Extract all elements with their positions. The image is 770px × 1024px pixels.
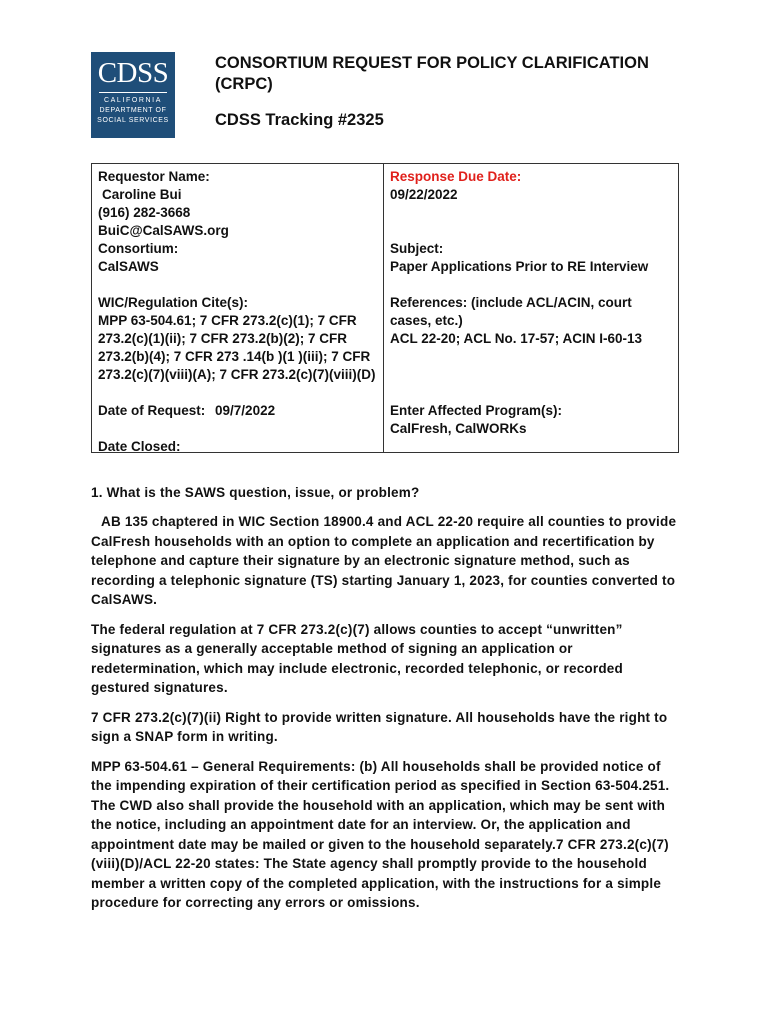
tracking-number: CDSS Tracking #2325 — [215, 111, 384, 129]
response-due-date: 09/22/2022 — [390, 187, 458, 202]
logo-line2: DEPARTMENT OF — [99, 107, 167, 114]
date-of-request — [98, 402, 275, 420]
date-request-label: Date of Request: — [98, 403, 206, 418]
requestor-label: Requestor Name: — [98, 169, 210, 184]
subject-label: Subject: — [390, 241, 444, 256]
requestor-name: Caroline Bui — [102, 187, 182, 202]
saws-question-heading: 1. What is the SAWS question, issue, or problem? — [91, 485, 420, 500]
question-body — [91, 512, 683, 913]
date-request-value: 09/7/2022 — [215, 403, 276, 418]
logo-line3: SOCIAL SERVICES — [97, 117, 169, 124]
request-info-table — [91, 163, 679, 453]
subject-block — [390, 240, 648, 276]
paragraph-3: 7 CFR 273.2(c)(7)(ii) Right to provide written signature. All households have the right to sign a SNAP form in writing. — [91, 709, 668, 744]
document-title: CONSORTIUM REQUEST FOR POLICY CLARIFICATION (CRPC) — [215, 54, 649, 93]
requestor-phone: (916) 282-3668 — [98, 205, 191, 220]
logo-acronym: CDSS — [97, 57, 169, 89]
paragraph-2: The federal regulation at 7 CFR 273.2(c)(7) allows counties to accept “unwritten” signatures as a generally acceptable method of signing an application or redetermination, which may include electronic, recorded telephonic, or recorded gestured signatures. — [91, 621, 623, 695]
left-column — [98, 168, 378, 454]
programs-block — [390, 402, 562, 438]
programs-label: Enter Affected Program(s): — [390, 403, 563, 418]
cite-block — [98, 294, 378, 384]
references-label: References: (include ACL/ACIN, court cases, etc.) — [390, 295, 632, 328]
column-divider — [383, 164, 384, 452]
right-column — [390, 168, 672, 436]
logo-divider — [99, 92, 167, 93]
date-closed-label: Date Closed: — [98, 439, 181, 454]
logo-line1: CALIFORNIA — [103, 97, 162, 104]
references-block — [390, 294, 672, 348]
consortium-value: CalSAWS — [98, 259, 159, 274]
paragraph-4: MPP 63-504.61 – General Requirements: (b) All households shall be provided notice of the impending expiration of their certification period as specified in Section 63-504.251. The CWD also shall provide the household with an application, which may be sent with the notice, including an appointment date for an interview. Or, the application and appointment date may be mailed or given to the household separately.7 CFR 273.2(c)(7)(viii)(D)/ACL 22-20 states: The State agency shall promptly provide to the household member a written copy of the completed application, with the instructions for a simple procedure for correcting any errors or omissions. — [91, 758, 670, 910]
cite-values: MPP 63-504.61; 7 CFR 273.2(c)(1); 7 CFR 273.2(c)(1)(ii); 7 CFR 273.2(b)(2); 7 CFR 273.2(b)(4); 7 CFR 273 .14(b )(1 )(iii); 7 CFR 273.2(c)(7)(viii)(A); 7 CFR 273.2(c)(7)(viii)(D) — [98, 313, 376, 382]
cdss-logo — [91, 52, 175, 138]
consortium-label: Consortium: — [98, 241, 179, 256]
references-value: ACL 22-20; ACL No. 17-57; ACIN I-60-13 — [390, 331, 643, 346]
response-due-label: Response Due Date: — [390, 169, 522, 184]
requestor-email: BuiC@CalSAWS.org — [98, 223, 229, 238]
programs-value: CalFresh, CalWORKs — [390, 421, 527, 436]
paragraph-1: AB 135 chaptered in WIC Section 18900.4 and ACL 22-20 require all counties to provide CalFresh households with an option to complete an application and recertification by telephone and capture their signature by an electronic signature method, such as recording a telephonic signature (TS) starting January 1, 2023, for counties converted to CalSAWS. — [91, 514, 677, 607]
cite-label: WIC/Regulation Cite(s): — [98, 295, 248, 310]
subject-value: Paper Applications Prior to RE Interview — [390, 259, 649, 274]
